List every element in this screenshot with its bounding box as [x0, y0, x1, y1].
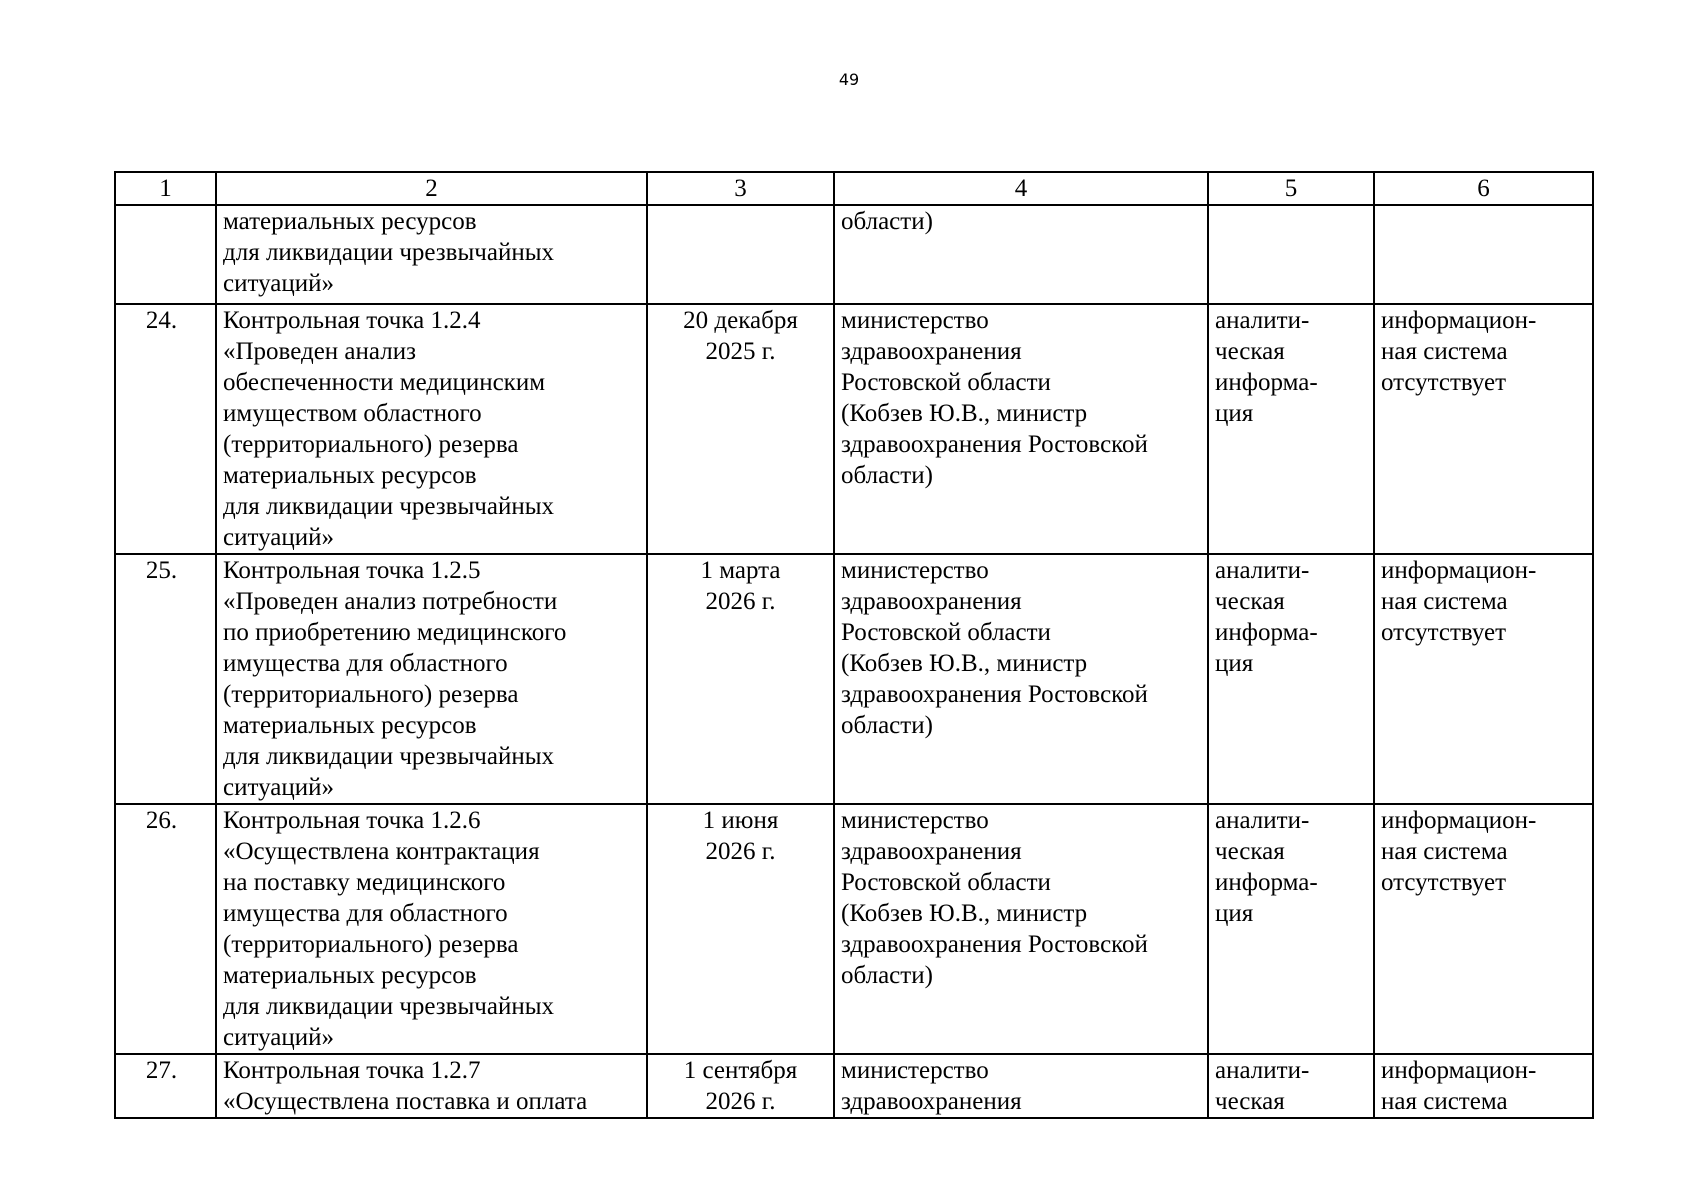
- event-name-cell: [216, 554, 647, 804]
- responsible-cell: [834, 304, 1208, 554]
- cell-line: (Кобзев Ю.В., министр: [841, 650, 1088, 677]
- cell-line: ситуаций»: [223, 774, 334, 801]
- column-header: 5: [1208, 172, 1374, 205]
- cell-line: имущества для областного: [223, 650, 508, 677]
- cell-line: 1 сентября: [683, 1057, 798, 1084]
- cell-line: (территориального) резерва: [223, 681, 519, 708]
- cell-line: Контрольная точка 1.2.4: [223, 307, 481, 334]
- table-row: [115, 1054, 1593, 1118]
- cell-line: аналити-: [1215, 307, 1310, 334]
- cell-line: ситуаций»: [223, 524, 334, 551]
- row-number-cell: [115, 205, 216, 304]
- responsible-cell: [834, 804, 1208, 1054]
- cell-line: ситуаций»: [223, 1024, 334, 1051]
- cell-line: имущества для областного: [223, 900, 508, 927]
- cell-line: «Проведен анализ: [223, 338, 416, 365]
- row-number-cell: 25.: [115, 554, 216, 804]
- cell-line: 2026 г.: [705, 838, 776, 865]
- cell-line: информацион-: [1381, 557, 1537, 584]
- cell-line: Ростовской области: [841, 369, 1051, 396]
- cell-line: ция: [1215, 900, 1254, 927]
- cell-line: здравоохранения Ростовской: [841, 931, 1148, 958]
- cell-line: Контрольная точка 1.2.5: [223, 557, 481, 584]
- cell-line: Ростовской области: [841, 869, 1051, 896]
- event-name-cell: [216, 304, 647, 554]
- cell-line: 2026 г.: [705, 588, 776, 615]
- responsible-cell: [834, 554, 1208, 804]
- cell-line: ческая: [1215, 338, 1285, 365]
- doc-type-cell: [1208, 304, 1374, 554]
- cell-line: информацион-: [1381, 1057, 1537, 1084]
- table-row: [115, 554, 1593, 804]
- cell-line: материальных ресурсов: [223, 962, 477, 989]
- cell-line: на поставку медицинского: [223, 869, 506, 896]
- info-system-cell: [1374, 304, 1593, 554]
- cell-line: отсутствует: [1381, 369, 1507, 396]
- row-number-cell: 27.: [115, 1054, 216, 1118]
- info-system-cell: [1374, 1054, 1593, 1118]
- cell-line: Контрольная точка 1.2.7: [223, 1057, 481, 1084]
- cell-line: 2026 г.: [705, 1088, 776, 1115]
- cell-line: ческая: [1215, 588, 1285, 615]
- cell-line: аналити-: [1215, 1057, 1310, 1084]
- date-cell: [647, 1054, 834, 1118]
- cell-line: аналити-: [1215, 807, 1310, 834]
- cell-line: информацион-: [1381, 807, 1537, 834]
- cell-line: (Кобзев Ю.В., министр: [841, 400, 1088, 427]
- cell-line: 20 декабря: [683, 307, 798, 334]
- info-system-cell: [1374, 804, 1593, 1054]
- cell-line: ная система: [1381, 838, 1508, 865]
- cell-line: обеспеченности медицинским: [223, 369, 546, 396]
- cell-line: информа-: [1215, 869, 1318, 896]
- table-row: [115, 304, 1593, 554]
- cell-line: министерство: [841, 307, 989, 334]
- cell-line: здравоохранения Ростовской: [841, 431, 1148, 458]
- event-name-cell: [216, 205, 647, 304]
- cell-line: ция: [1215, 400, 1254, 427]
- column-header: 2: [216, 172, 647, 205]
- cell-line: для ликвидации чрезвычайных: [223, 993, 555, 1020]
- cell-line: аналити-: [1215, 557, 1310, 584]
- doc-type-cell: [1208, 554, 1374, 804]
- table-row: [115, 205, 1593, 304]
- cell-line: ческая: [1215, 1088, 1285, 1115]
- cell-line: ситуаций»: [223, 270, 334, 297]
- plan-table: [114, 171, 1594, 1119]
- cell-line: здравоохранения: [841, 838, 1022, 865]
- responsible-cell: [834, 205, 1208, 304]
- cell-line: информацион-: [1381, 307, 1537, 334]
- cell-line: отсутствует: [1381, 619, 1507, 646]
- info-system-cell: [1374, 205, 1593, 304]
- event-name-cell: [216, 804, 647, 1054]
- cell-line: «Проведен анализ потребности: [223, 588, 558, 615]
- event-name-cell: [216, 1054, 647, 1118]
- column-header: 4: [834, 172, 1208, 205]
- cell-line: для ликвидации чрезвычайных: [223, 743, 555, 770]
- cell-line: министерство: [841, 557, 989, 584]
- cell-line: (территориального) резерва: [223, 431, 519, 458]
- cell-line: материальных ресурсов: [223, 462, 477, 489]
- cell-line: ная система: [1381, 338, 1508, 365]
- cell-line: имуществом областного: [223, 400, 482, 427]
- info-system-cell: [1374, 554, 1593, 804]
- cell-line: области): [841, 962, 933, 989]
- cell-line: (территориального) резерва: [223, 931, 519, 958]
- doc-type-cell: [1208, 205, 1374, 304]
- cell-line: по приобретению медицинского: [223, 619, 567, 646]
- doc-type-cell: [1208, 804, 1374, 1054]
- cell-line: Контрольная точка 1.2.6: [223, 807, 481, 834]
- table-row: [115, 804, 1593, 1054]
- cell-line: здравоохранения: [841, 1088, 1022, 1115]
- cell-line: области): [841, 462, 933, 489]
- date-cell: [647, 304, 834, 554]
- cell-line: ная система: [1381, 1088, 1508, 1115]
- cell-line: информа-: [1215, 619, 1318, 646]
- row-number-cell: 26.: [115, 804, 216, 1054]
- cell-line: ция: [1215, 650, 1254, 677]
- cell-line: области): [841, 208, 933, 235]
- cell-line: области): [841, 712, 933, 739]
- date-cell: [647, 804, 834, 1054]
- row-number-cell: 24.: [115, 304, 216, 554]
- cell-line: для ликвидации чрезвычайных: [223, 239, 555, 266]
- cell-line: министерство: [841, 807, 989, 834]
- cell-line: материальных ресурсов: [223, 208, 477, 235]
- cell-line: Ростовской области: [841, 619, 1051, 646]
- cell-line: «Осуществлена поставка и оплата: [223, 1088, 588, 1115]
- doc-type-cell: [1208, 1054, 1374, 1118]
- column-header: 6: [1374, 172, 1593, 205]
- cell-line: 1 июня: [702, 807, 779, 834]
- cell-line: министерство: [841, 1057, 989, 1084]
- cell-line: отсутствует: [1381, 869, 1507, 896]
- cell-line: 2025 г.: [705, 338, 776, 365]
- cell-line: ческая: [1215, 838, 1285, 865]
- cell-line: для ликвидации чрезвычайных: [223, 493, 555, 520]
- cell-line: здравоохранения: [841, 588, 1022, 615]
- cell-line: «Осуществлена контрактация: [223, 838, 540, 865]
- cell-line: здравоохранения Ростовской: [841, 681, 1148, 708]
- column-header: 3: [647, 172, 834, 205]
- column-header: 1: [115, 172, 216, 205]
- cell-line: (Кобзев Ю.В., министр: [841, 900, 1088, 927]
- page-number: 49: [838, 70, 860, 89]
- cell-line: ная система: [1381, 588, 1508, 615]
- responsible-cell: [834, 1054, 1208, 1118]
- cell-line: здравоохранения: [841, 338, 1022, 365]
- cell-line: информа-: [1215, 369, 1318, 396]
- cell-line: материальных ресурсов: [223, 712, 477, 739]
- cell-line: 1 марта: [700, 557, 781, 584]
- date-cell: [647, 205, 834, 304]
- table-header-row: [115, 172, 1593, 205]
- date-cell: [647, 554, 834, 804]
